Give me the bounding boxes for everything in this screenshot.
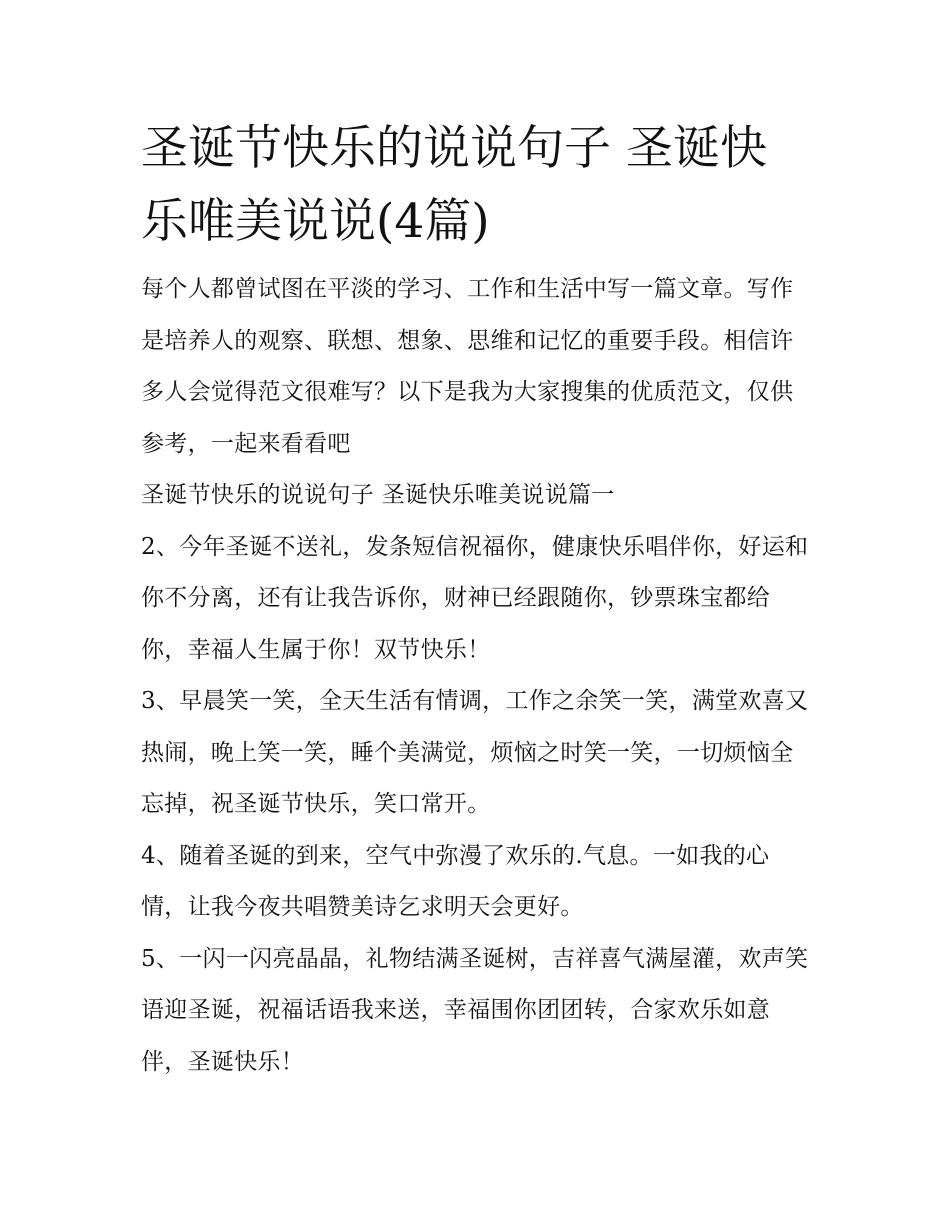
document-page [141, 112, 821, 1088]
list-item: 5、一闪一闪亮晶晶，礼物结满圣诞树，吉祥喜气满屋灌，欢声笑语迎圣诞，祝福话语我来送，幸福围你团团转，合家欢乐如意伴，圣诞快乐！ [141, 945, 809, 1075]
list-item: 4、随着圣诞的到来，空气中弥漫了欢乐的.气息。一如我的心情，让我今夜共唱赞美诗乞求明天会更好。 [141, 842, 770, 920]
list-item: 3、早晨笑一笑，全天生活有情调，工作之余笑一笑，满堂欢喜又热闹，晚上笑一笑，睡个美满觉，烦恼之时笑一笑，一切烦恼全忘掉，祝圣诞节快乐，笑口常开。 [141, 688, 809, 817]
intro-paragraph: 每个人都曾试图在平淡的学习、工作和生活中写一篇文章。写作是培养人的观察、联想、想象、思维和记忆的重要手段。相信许多人会觉得范文很难写？以下是我为大家搜集的优质范文，仅供参考，一起来看看吧 [141, 276, 794, 457]
list-item: 2、今年圣诞不送礼，发条短信祝福你，健康快乐唱伴你，好运和你不分离，还有让我告诉你，财神已经跟随你，钞票珠宝都给你，幸福人生属于你！双节快乐！ [141, 533, 809, 663]
document-title: 圣诞节快乐的说说句子 圣诞快乐唯美说说(4篇) [141, 121, 767, 249]
section-heading: 圣诞节快乐的说说句子 圣诞快乐唯美说说篇一 [141, 482, 615, 508]
